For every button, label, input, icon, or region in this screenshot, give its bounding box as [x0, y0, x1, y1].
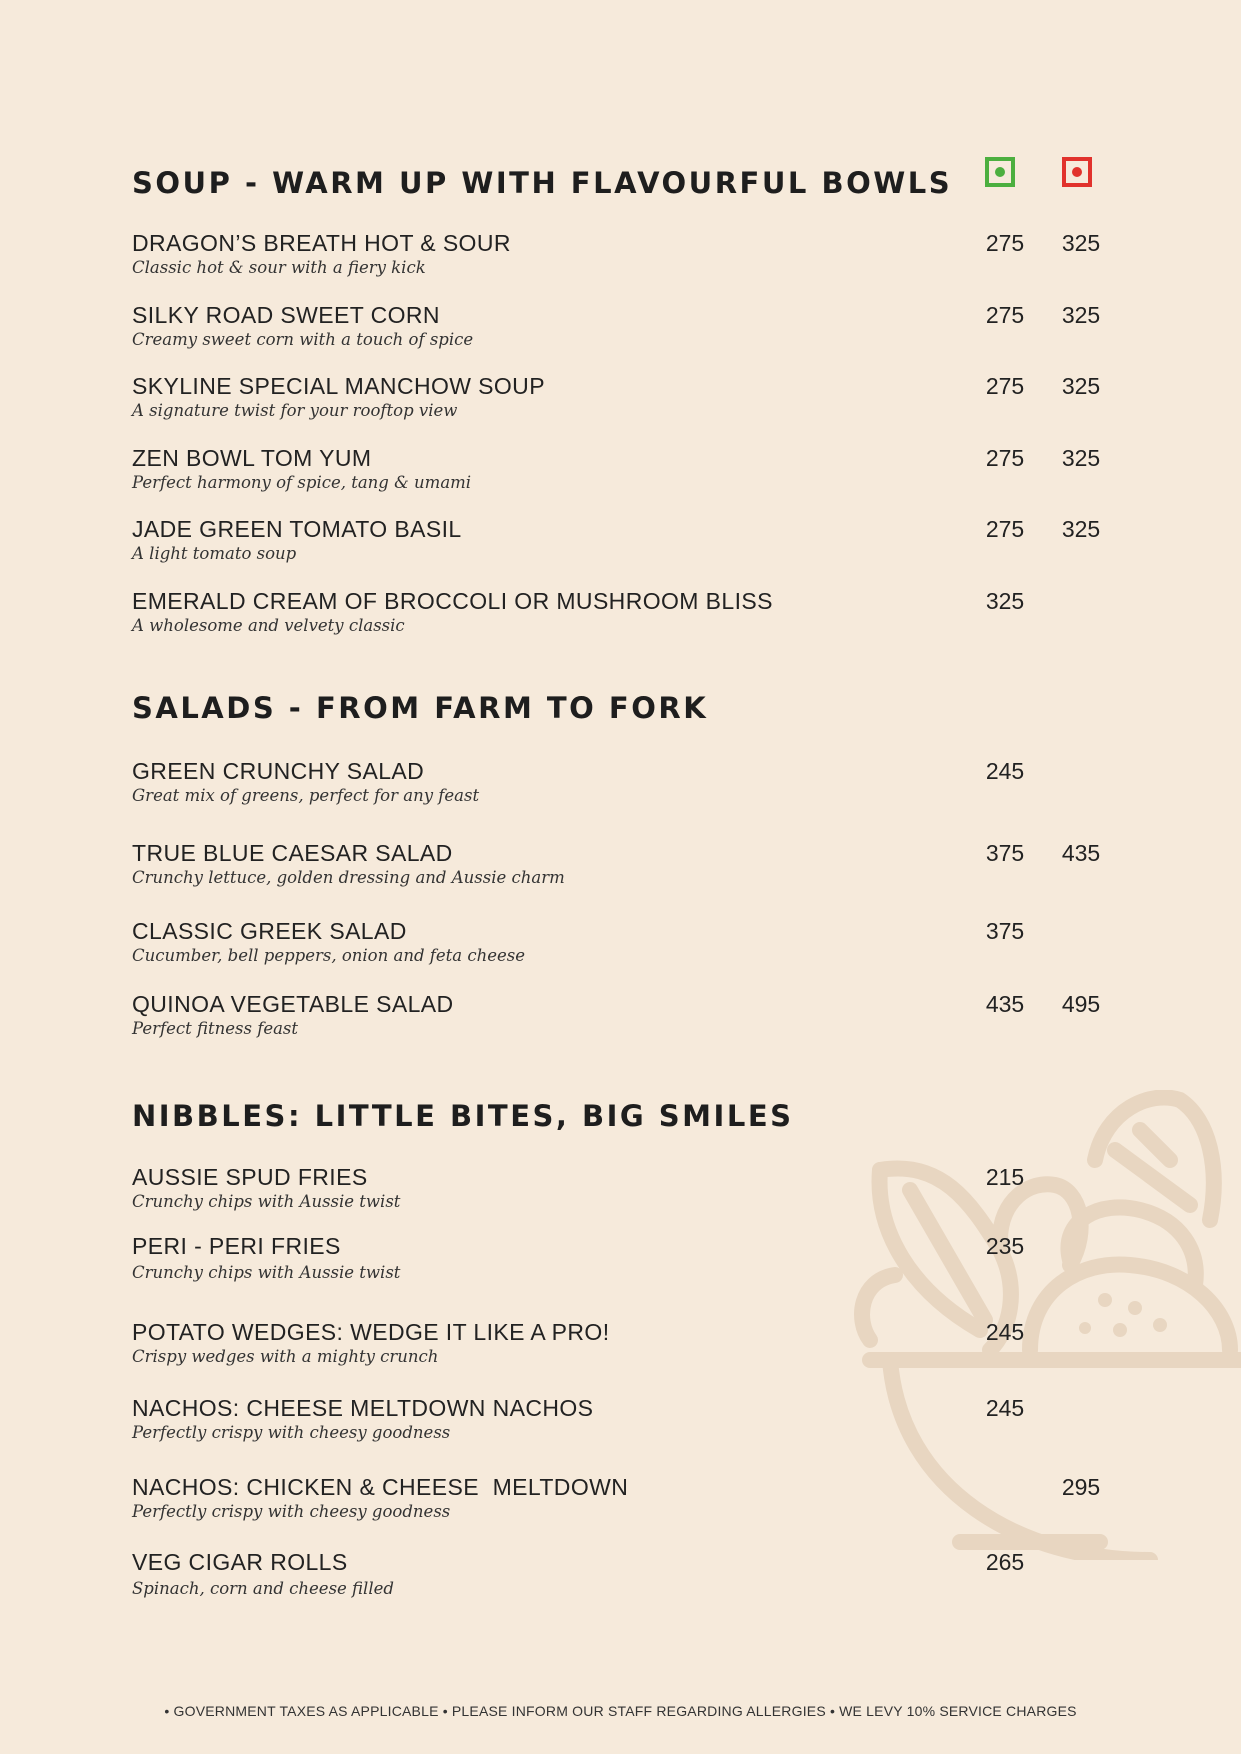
menu-item [132, 991, 1122, 1047]
item-name: NACHOS: CHICKEN & CHEESE MELTDOWN [132, 1474, 629, 1500]
nonveg-price: 325 [1061, 516, 1101, 542]
veg-price: 215 [985, 1164, 1025, 1190]
menu-item [132, 1395, 1122, 1451]
veg-price: 325 [985, 588, 1025, 614]
item-description: Crispy wedges with a mighty crunch [132, 1347, 439, 1366]
veg-price: 275 [985, 373, 1025, 399]
menu-item [132, 1319, 1122, 1375]
item-description: A signature twist for your rooftop view [132, 401, 458, 420]
item-description: A wholesome and velvety classic [132, 616, 405, 635]
item-name: POTATO WEDGES: WEDGE IT LIKE A PRO! [132, 1319, 610, 1345]
menu-item [132, 758, 1122, 814]
item-name: GREEN CRUNCHY SALAD [132, 758, 425, 784]
item-name: AUSSIE SPUD FRIES [132, 1164, 368, 1190]
veg-price: 235 [985, 1233, 1025, 1259]
item-description: Perfectly crispy with cheesy goodness [132, 1502, 451, 1521]
item-description: Great mix of greens, perfect for any feast [132, 786, 480, 805]
nonveg-price: 435 [1061, 840, 1101, 866]
nonveg-price: 325 [1061, 445, 1101, 471]
section-title-salads: SALADS - FROM FARM TO FORK [132, 691, 709, 725]
nonveg-symbol-icon [1062, 157, 1092, 187]
section-title-soup: SOUP - WARM UP WITH FLAVOURFUL BOWLS [132, 166, 953, 200]
item-name: SKYLINE SPECIAL MANCHOW SOUP [132, 373, 545, 399]
menu-item [132, 1474, 1122, 1530]
footer-note: • GOVERNMENT TAXES AS APPLICABLE • PLEASE INFORM OUR STAFF REGARDING ALLERGIES • WE LEVY 10% SERVICE CHARGES [164, 1703, 1077, 1719]
item-description: Cucumber, bell peppers, onion and feta cheese [132, 946, 525, 965]
item-name: TRUE BLUE CAESAR SALAD [132, 840, 453, 866]
veg-price: 245 [985, 1319, 1025, 1345]
item-description: Crunchy chips with Aussie twist [132, 1192, 401, 1211]
nonveg-price: 495 [1061, 991, 1101, 1017]
menu-item [132, 840, 1122, 896]
menu-item [132, 373, 1122, 429]
nonveg-price: 325 [1061, 373, 1101, 399]
item-description: Perfect fitness feast [132, 1019, 299, 1038]
nonveg-price: 295 [1061, 1474, 1101, 1500]
menu-item [132, 1233, 1122, 1289]
item-description: Creamy sweet corn with a touch of spice [132, 330, 474, 349]
item-description: A light tomato soup [132, 544, 297, 563]
veg-price: 375 [985, 840, 1025, 866]
veg-price: 275 [985, 302, 1025, 328]
item-name: EMERALD CREAM OF BROCCOLI OR MUSHROOM BLISS [132, 588, 773, 614]
menu-item [132, 1549, 1122, 1605]
section-title-nibbles: NIBBLES: LITTLE BITES, BIG SMILES [132, 1099, 794, 1133]
menu-item [132, 230, 1122, 286]
item-description: Crunchy chips with Aussie twist [132, 1263, 401, 1282]
veg-symbol-icon [985, 157, 1015, 187]
item-name: CLASSIC GREEK SALAD [132, 918, 407, 944]
menu-item [132, 445, 1122, 501]
menu-item [132, 588, 1122, 644]
veg-price: 375 [985, 918, 1025, 944]
menu-item [132, 516, 1122, 572]
item-description: Spinach, corn and cheese filled [132, 1579, 394, 1598]
item-description: Perfectly crispy with cheesy goodness [132, 1423, 451, 1442]
menu-item [132, 302, 1122, 358]
item-name: SILKY ROAD SWEET CORN [132, 302, 440, 328]
nonveg-price: 325 [1061, 230, 1101, 256]
item-name: JADE GREEN TOMATO BASIL [132, 516, 462, 542]
menu-item [132, 918, 1122, 974]
veg-price: 245 [985, 1395, 1025, 1421]
veg-price: 275 [985, 516, 1025, 542]
veg-price: 275 [985, 445, 1025, 471]
veg-price: 435 [985, 991, 1025, 1017]
item-name: QUINOA VEGETABLE SALAD [132, 991, 454, 1017]
menu-item [132, 1164, 1122, 1220]
veg-price: 275 [985, 230, 1025, 256]
nonveg-price: 325 [1061, 302, 1101, 328]
veg-price: 245 [985, 758, 1025, 784]
item-description: Classic hot & sour with a fiery kick [132, 258, 426, 277]
item-name: ZEN BOWL TOM YUM [132, 445, 372, 471]
veg-price: 265 [985, 1549, 1025, 1575]
item-name: DRAGON’S BREATH HOT & SOUR [132, 230, 511, 256]
item-name: VEG CIGAR ROLLS [132, 1549, 348, 1575]
item-description: Crunchy lettuce, golden dressing and Aussie charm [132, 868, 565, 887]
item-name: NACHOS: CHEESE MELTDOWN NACHOS [132, 1395, 594, 1421]
item-description: Perfect harmony of spice, tang & umami [132, 473, 472, 492]
item-name: PERI - PERI FRIES [132, 1233, 341, 1259]
